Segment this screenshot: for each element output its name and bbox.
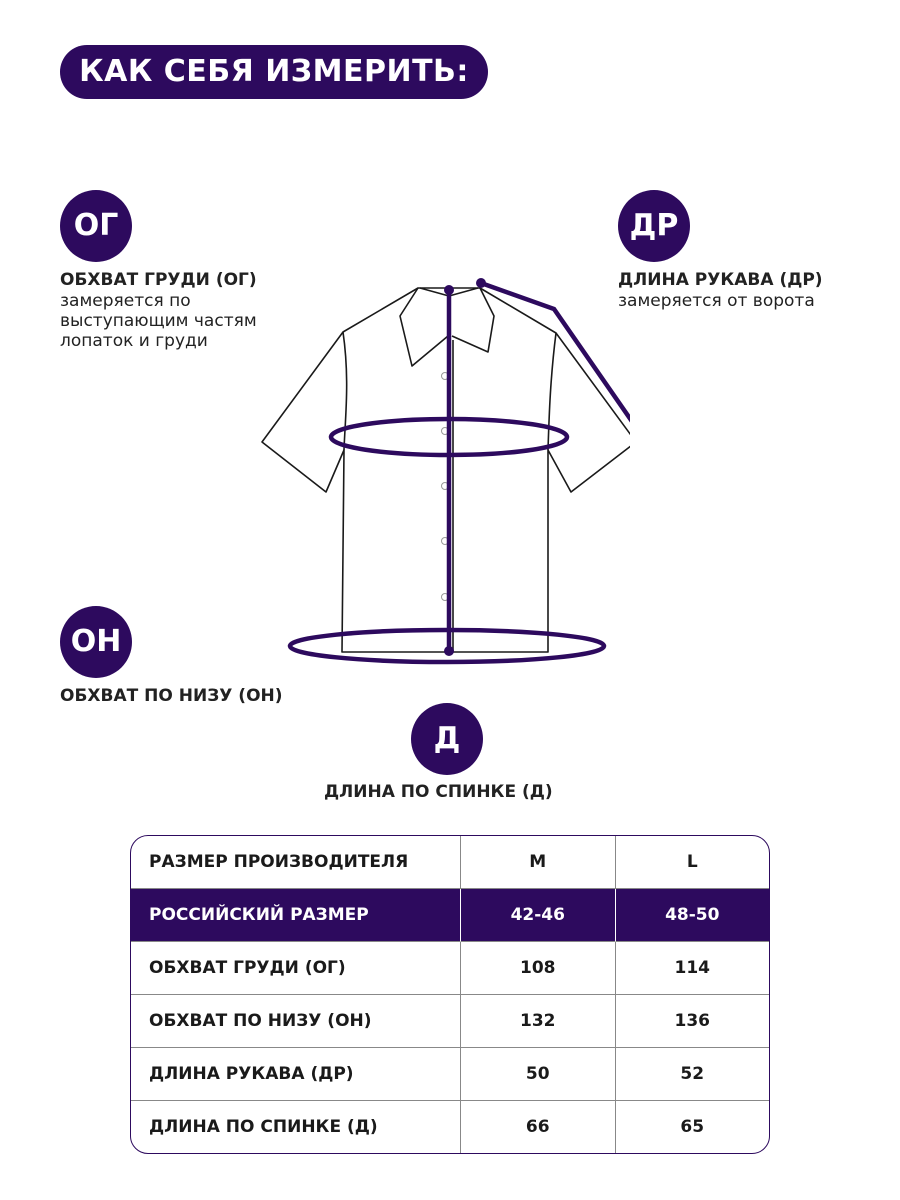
table-row [131,1101,769,1153]
table-row [131,942,769,995]
og-badge: ОГ [60,190,132,262]
table-header-size: L [616,836,770,889]
table-row-label: ОБХВАТ ПО НИЗУ (ОН) [131,995,461,1048]
dr-desc-line: замеряется от ворота [618,291,815,311]
d-title: ДЛИНА ПО СПИНКЕ (Д) [324,782,553,802]
sleeve-length-start-dot [476,278,486,288]
table-header-size: M [461,836,615,889]
table-row-label: ДЛИНА РУКАВА (ДР) [131,1048,461,1101]
table-row [131,1048,769,1101]
table-cell: 42-46 [461,889,615,942]
on-title: ОБХВАТ ПО НИЗУ (ОН) [60,686,283,706]
og-title: ОБХВАТ ГРУДИ (ОГ) [60,270,257,290]
table-row-russian-size [131,889,769,942]
d-badge: Д [411,703,483,775]
table-row-label: ОБХВАТ ГРУДИ (ОГ) [131,942,461,995]
collar-left-icon [400,288,448,366]
table-cell: 66 [461,1101,615,1153]
og-desc-line: лопаток и груди [60,331,208,351]
dr-badge: ДР [618,190,690,262]
collar-right-icon [452,288,494,352]
table-cell: 50 [461,1048,615,1101]
sleeve-seam-left-icon [343,332,347,450]
on-badge: ОН [60,606,132,678]
table-row [131,995,769,1048]
table-cell: 108 [461,942,615,995]
table-row-label: РОССИЙСКИЙ РАЗМЕР [131,889,461,942]
table-cell: 136 [616,995,770,1048]
table-header-label: РАЗМЕР ПРОИЗВОДИТЕЛЯ [131,836,461,889]
page-title: КАК СЕБЯ ИЗМЕРИТЬ: [60,45,488,99]
og-desc-line: замеряется по [60,291,191,311]
back-length-start-dot [444,285,454,295]
dr-description [618,291,815,311]
sleeve-length-line [481,283,630,433]
og-desc-line: выступающим частям [60,311,257,331]
dr-title: ДЛИНА РУКАВА (ДР) [618,270,823,290]
table-header-row [131,836,769,889]
og-description [60,291,257,351]
table-cell: 114 [616,942,770,995]
sleeve-seam-right-icon [548,333,556,450]
shirt-diagram [250,265,630,675]
size-table [130,835,770,1154]
table-row-label: ДЛИНА ПО СПИНКЕ (Д) [131,1101,461,1153]
table-cell: 48-50 [616,889,770,942]
table-cell: 52 [616,1048,770,1101]
back-length-end-dot [444,646,454,656]
table-cell: 132 [461,995,615,1048]
table-cell: 65 [680,1117,705,1137]
